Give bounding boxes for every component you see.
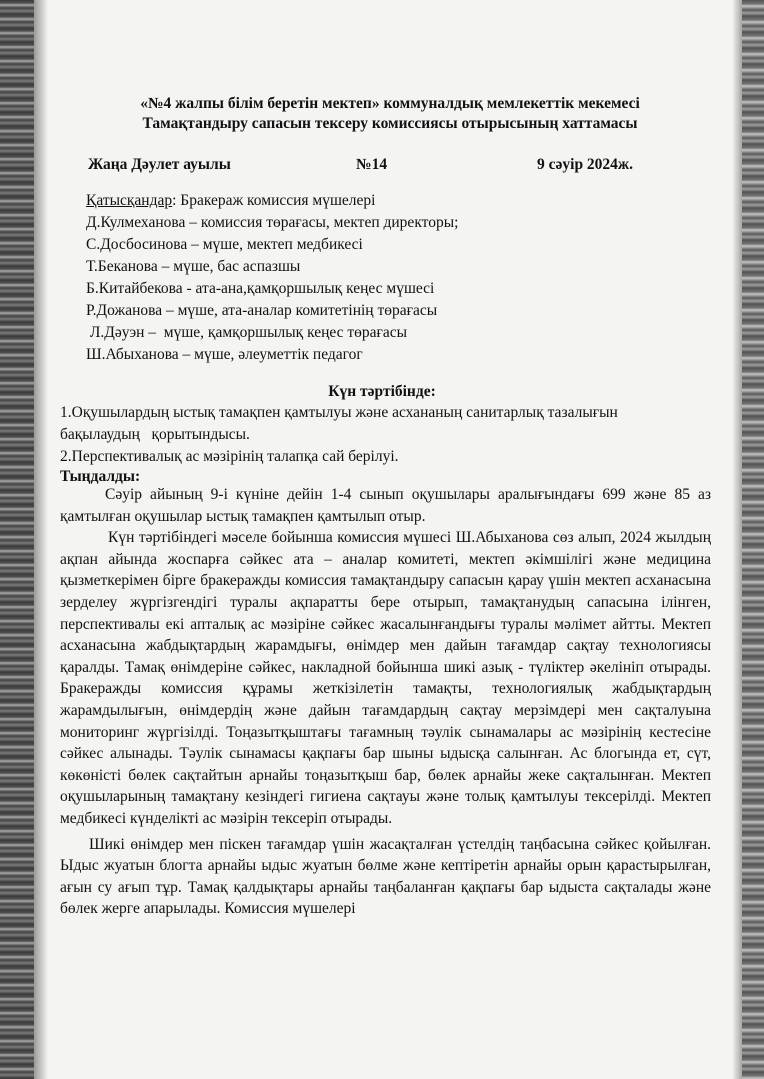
participant-item: С.Досбосинова – мүше, мектеп медбикесі [86, 236, 363, 253]
participants-heading [86, 190, 458, 212]
agenda-list [60, 402, 720, 468]
participants-label: Қатысқандар [86, 192, 173, 209]
protocol-body [60, 484, 711, 920]
institution-title: «№4 жалпы білім беретін мектеп» коммуналдық мемлекеттік мекемесі [140, 95, 640, 112]
participant-item: Л.Дәуэн – мүше, қамқоршылық кеңес төрағасы [86, 324, 408, 341]
meta-date: 9 сәуір 2024ж. [537, 156, 634, 173]
body-paragraph: Сәуір айының 9-і күніне дейін 1-4 сынып оқушылары аралығындағы 699 және 85 аз қамтылған оқушылар ыстық тамақпен қамтылып отыр. [60, 486, 711, 525]
agenda-title: Күн тәртібінде: [328, 383, 436, 400]
meta-number: №14 [356, 156, 388, 173]
participant-item: Р.Дожанова – мүше, ата-аналар комитетінің төрағасы [86, 302, 438, 319]
body-paragraph: Шикі өнімдер мен піскен тағамдар үшін жасақталған үстелдің таңбасына сәйкес қойылған. Ыдыс жуатын блогта арнайы ыдыс жуатын бөлме және кептіретін арнайы орын қарастырылған, ағын су ағып тұр. Тамақ қалдықтары арнайы таңбаланған қақпағы бар ыдыста сақталады және бөлек жерге апарылады. Комиссия мүшелері [60, 835, 711, 918]
participants-block [86, 190, 458, 366]
body-paragraph: Күн тәртібіндегі мәселе бойынша комиссия мүшесі Ш.Абыханова сөз алып, 2024 жылдың ақпан айында жоспарға сәйкес ата – аналар комитеті, мектеп әкімшілігі және медицина қызметкерімен бірге бракеражды комиссия тамақтандыру сапасын қарау үшін мектеп асханасына зерделеу жүргізгендігі туралы ақпаратты бере отырып, тамақтанудың сапасына ілінген, перспективалы екі апталық ас мәзіріне сәйкес жасалынғандығы туралы мәлімет айтты. Мектеп асханасына жабдықтардың жарамдығы, өнімдер мен дайын тағамдар сақтау технологиясы қаралды. Тамақ өнімдеріне сәйкес, накладной бойынша шикі азық - түліктер әкелініп отырады. Бракеражды комиссия құрамы жеткізілетін тамақты, технологиялық жабдықтардың жарамдылығын, өнімдердің және дайын тағамдардың сақтау мерзімдері мен сақталуына мониторинг жүргізілді. Тоңазытқыштағы тағамның тәулік сынамалары ас мәзірінің кестесіне сәйкес алынады. Тәулік сынамасы қақпағы бар шыны ыдысқа салынған. Ас блогында ет, сүт, көкөністі бөлек сақтайтын арнайы тоңазытқыш бар, бөлек арнайы жеке сақталынған. Мектеп оқушыларының тамақтану кезіндегі гигиена сақтауы және толық қамтылуы тексерілді. Мектеп медбикесі күнделікті ас мәзірін тексеріп отырады. [60, 529, 711, 827]
agenda-item: 2.Перспективалық ас мәзірінің талапқа сай берілуі. [60, 448, 399, 465]
protocol-title: Тамақтандыру сапасын тексеру комиссиясы отырысының хаттамасы [142, 115, 638, 132]
agenda-item: 1.Оқушылардың ыстық тамақпен қамтылуы және асхананың санитарлық тазалығын [60, 404, 618, 421]
agenda-item: бақылаудың қорытындысы. [60, 426, 250, 443]
meta-place: Жаңа Дәулет ауылы [88, 156, 231, 173]
listened-heading: Тыңдалды: [60, 468, 141, 485]
participant-item: Б.Китайбекова - ата-ана,қамқоршылық кеңес мүшесі [86, 280, 435, 297]
participant-item: Т.Беканова – мүше, бас аспазшы [86, 258, 301, 275]
participants-label-rest: : Бракераж комиссия мүшелері [172, 192, 376, 209]
participant-item: Д.Кулмеханова – комиссия төрағасы, мектеп директоры; [86, 214, 459, 231]
participant-item: Ш.Абыханова – мүше, әлеуметтік педагог [86, 346, 363, 363]
